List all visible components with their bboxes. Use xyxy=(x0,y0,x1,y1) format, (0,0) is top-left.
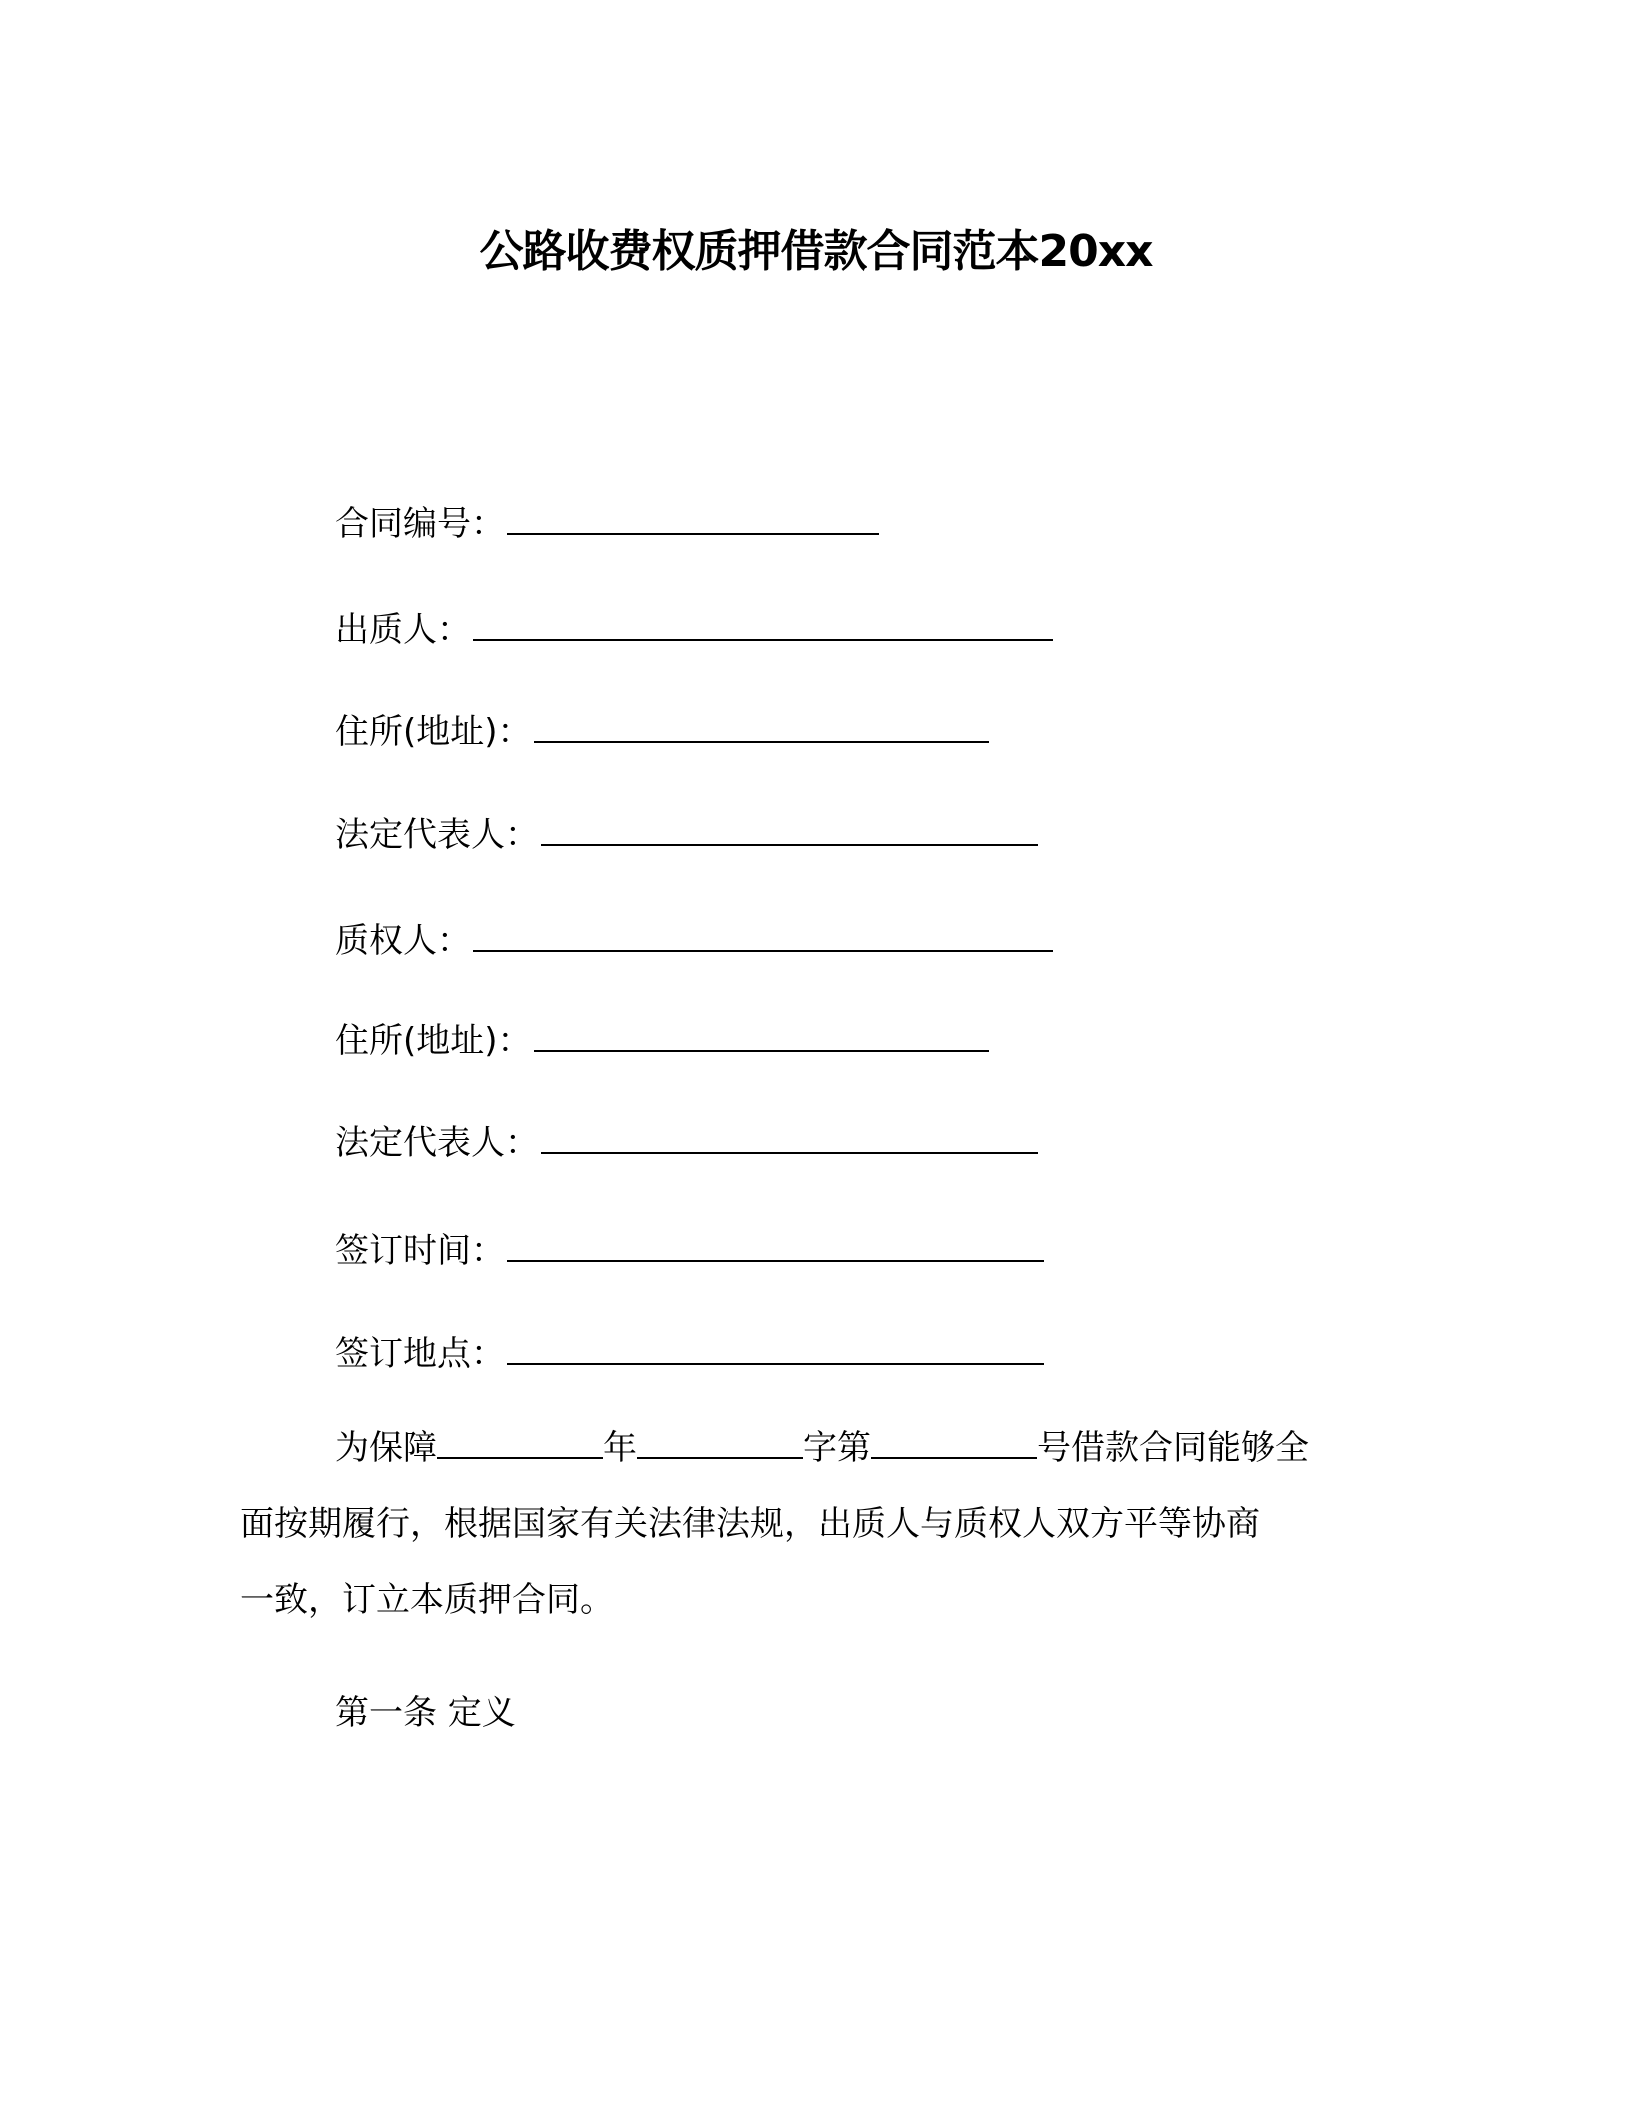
signing-time-label: 签订时间： xyxy=(335,1231,505,1271)
signing-place-field xyxy=(335,1325,1044,1379)
preamble-text-4: 号借款合同能够全 xyxy=(1037,1428,1309,1468)
preamble-text-2: 年 xyxy=(603,1428,637,1468)
pledgor-legal-rep-label: 法定代表人： xyxy=(335,815,539,855)
pledgee-field xyxy=(335,912,1053,966)
pledgor-address-field xyxy=(335,703,989,757)
pledgor-address-label: 住所(地址)： xyxy=(335,712,532,752)
pledgor-field xyxy=(335,601,1053,655)
code-blank[interactable] xyxy=(637,1419,803,1459)
preamble-text-3: 字第 xyxy=(803,1428,871,1468)
signing-time-field xyxy=(335,1222,1044,1276)
preamble-line-1 xyxy=(240,1410,1360,1486)
number-blank[interactable] xyxy=(871,1419,1037,1459)
preamble-text-1: 为保障 xyxy=(335,1428,437,1468)
pledgee-address-label: 住所(地址)： xyxy=(335,1021,532,1061)
pledgee-legal-rep-field xyxy=(335,1114,1038,1168)
section-heading: 第一条 定义 xyxy=(335,1693,516,1733)
pledgee-legal-rep-blank[interactable] xyxy=(541,1114,1038,1154)
pledgee-label: 质权人： xyxy=(335,921,471,961)
pledgee-address-blank[interactable] xyxy=(534,1012,989,1052)
pledgor-legal-rep-blank[interactable] xyxy=(541,806,1038,846)
pledgor-legal-rep-field xyxy=(335,806,1038,860)
pledgor-address-blank[interactable] xyxy=(534,703,989,743)
contract-number-label: 合同编号： xyxy=(335,504,505,544)
pledgee-blank[interactable] xyxy=(473,912,1053,952)
signing-place-label: 签订地点： xyxy=(335,1334,505,1374)
contract-number-blank[interactable] xyxy=(507,495,879,535)
pledgor-blank[interactable] xyxy=(473,601,1053,641)
signing-time-blank[interactable] xyxy=(507,1222,1044,1262)
year-blank[interactable] xyxy=(437,1419,603,1459)
preamble-line-3: 一致，订立本质押合同。 xyxy=(240,1580,614,1620)
pledgor-label: 出质人： xyxy=(335,610,471,650)
pledgee-address-field xyxy=(335,1012,989,1066)
signing-place-blank[interactable] xyxy=(507,1325,1044,1365)
preamble-paragraph xyxy=(240,1410,1360,1638)
preamble-line-2: 面按期履行，根据国家有关法律法规，出质人与质权人双方平等协商 xyxy=(240,1504,1260,1544)
contract-number-field xyxy=(335,495,879,549)
document-title: 公路收费权质押借款合同范本20xx xyxy=(479,226,1153,277)
pledgee-legal-rep-label: 法定代表人： xyxy=(335,1123,539,1163)
